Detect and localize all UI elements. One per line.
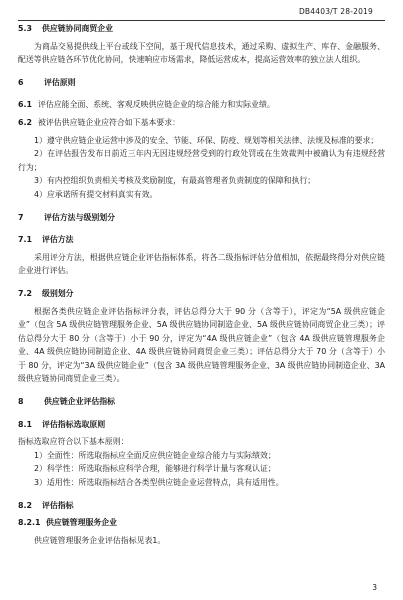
- section-7-1-paragraph: 采用评分方法，根据供应链企业评估指标体系，将各二级指标评估分值相加，依据最终得分对供应链企业进行评估。: [18, 252, 385, 276]
- list-item: 4）应承诺所有提交材料真实有效。: [34, 189, 158, 199]
- section-number: 8.1: [18, 419, 32, 429]
- header-rule: [18, 20, 385, 21]
- list-item: 1）遵守供应链企业运营中涉及的安全、节能、环保、防疫、规划等相关法律、法规及标准的要求；: [34, 135, 379, 145]
- section-7-2-paragraph: 根据各类供应链企业评估指标评分表，评估总得分大于 90 分（含等于），评定为“5A 级供应链企业”（包含 5A 级供应链管理服务企业、5A 级供应链协同制造企业、5A 级供应链协同商贸企业三类）；评估总得分大于 80 分（含等于）小于 90 分，评定为“4A 级供应链企业”（包含 4A 级供应链管理服务企业、4A 级供应链协同制造企业、4A 级供应链协同商贸企业三类）；评估总得分大于 70 分（含等于）小于 80 分，评定为“3A 级供应链企业”（包含 3A 级供应链管理服务企业、3A 级供应链协同制造企业、3A 级供应链协同商贸企业三类）。: [18, 306, 385, 384]
- section-title: 评估方法: [42, 235, 74, 245]
- list-item: 2）在评估报告发布日前近三年内无因违规经营受到的行政处罚或在生效裁判中被确认为有违规经营行为；: [18, 149, 385, 172]
- section-8-1-heading: [18, 418, 385, 432]
- section-8-2-heading: [18, 499, 385, 513]
- section-6-1: [18, 98, 385, 112]
- section-title: 供应链协同商贸企业: [42, 24, 114, 33]
- section-title: 评估原则: [44, 77, 76, 87]
- section-6-2: [18, 116, 385, 130]
- section-number: 7: [18, 212, 24, 222]
- document-body: [18, 22, 385, 547]
- section-7-1-heading: [18, 233, 385, 247]
- section-5-3-heading: [18, 22, 385, 36]
- section-title: 评估方法与级别划分: [44, 212, 116, 222]
- section-title: 供应链管理服务企业: [46, 518, 118, 528]
- list-item: 2）科学性：所选取指标应科学合理，能够进行科学计量与客观认证；: [34, 464, 276, 474]
- section-number: 6.2: [18, 117, 32, 127]
- section-text: 评估应能全面、系统、客观反映供应链企业的综合能力和实际业绩。: [38, 100, 275, 110]
- list-item: 3）适用性：所选取指标结合各类型供应链企业运营特点，具有适用性。: [34, 478, 284, 488]
- section-8-2-1-paragraph: 供应链管理服务企业评估指标见表1。: [34, 535, 166, 545]
- section-8-2-1-heading: [18, 516, 385, 530]
- section-number: 8: [18, 397, 24, 407]
- section-title: 评估指标选取原则: [42, 419, 106, 429]
- section-7-2-heading: [18, 287, 385, 301]
- list-item: 1）全面性：所选取指标应全面反应供应链企业综合能力与实际绩效；: [34, 450, 276, 460]
- section-number: 6.1: [18, 100, 32, 110]
- section-title: 级别划分: [42, 288, 74, 298]
- section-number: 8.2: [18, 500, 32, 510]
- list-item: 3）有内控组织负责相关考核及奖励制度，有最高管理者负责制度的保障和执行；: [34, 176, 316, 186]
- page-number: 3: [372, 583, 377, 592]
- section-title: 供应链企业评估指标: [44, 397, 116, 407]
- section-number: 7.1: [18, 235, 32, 245]
- section-8-heading: [18, 395, 385, 409]
- section-text: 被评估供应链企业应符合如下基本要求：: [38, 117, 181, 127]
- section-number: 6: [18, 77, 24, 87]
- section-6-heading: [18, 76, 385, 90]
- section-7-heading: [18, 211, 385, 225]
- section-number: 8.2.1: [18, 518, 41, 528]
- section-8-1-intro: 指标选取应符合以下基本原则：: [18, 437, 129, 447]
- section-number: 5.3: [18, 24, 32, 33]
- document-id: DB4403/T 28-2019: [298, 7, 373, 16]
- section-number: 7.2: [18, 288, 32, 298]
- section-5-3-paragraph: 为商品交易提供线上平台或线下空间，基于现代信息技术，通过采购、虚拟生产、库存、金融服务、配送等供应链各环节优化协同，快速响应市场需求，降低运营成本，提高运营效率的独立法人组织。: [18, 41, 385, 65]
- section-title: 评估指标: [42, 500, 74, 510]
